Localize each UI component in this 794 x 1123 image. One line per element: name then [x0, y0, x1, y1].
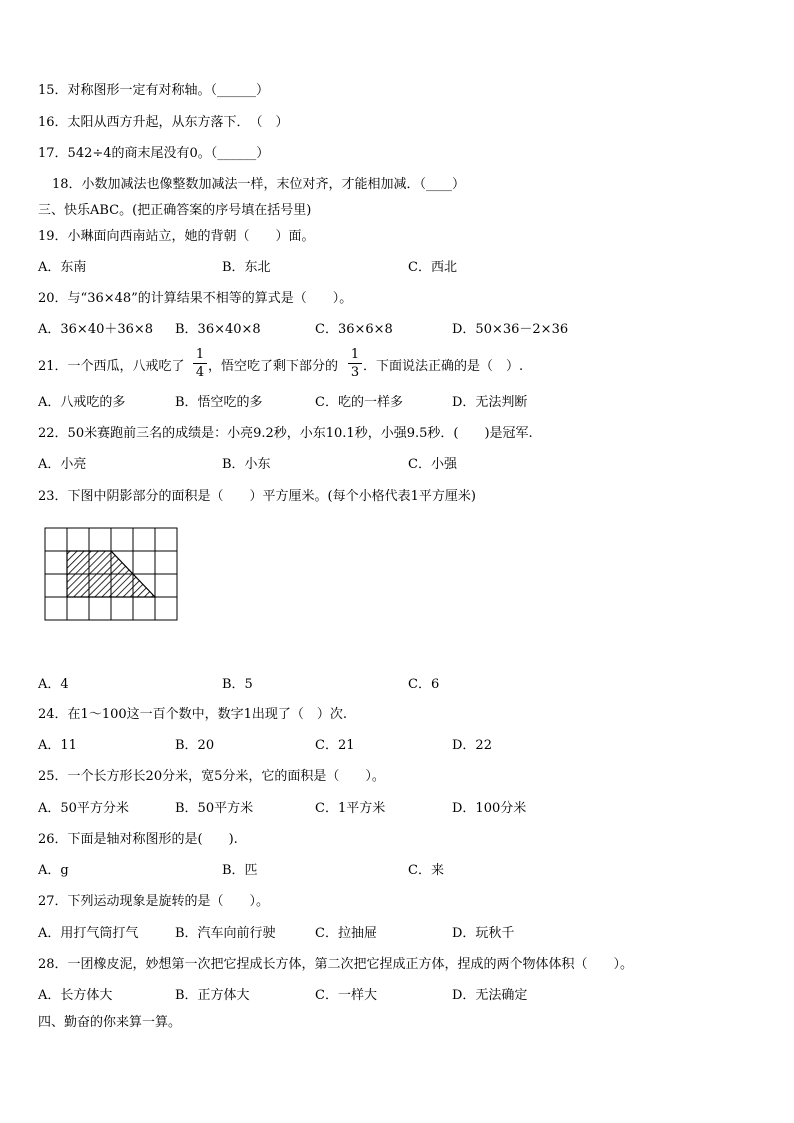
- q28-option-a: A．长方体大: [38, 988, 113, 1003]
- q25-option-d: D．100分米: [452, 801, 527, 816]
- q23-option-c: C．6: [408, 677, 440, 692]
- q20-option-b: B．36×40×8: [175, 322, 261, 337]
- question-18: 18．小数加减法也像整数加减法一样，末位对齐，才能相加减．（____）: [52, 177, 466, 192]
- question-27: 27．下列运动现象是旋转的是（ ）。: [38, 894, 270, 909]
- q27-option-c: C．拉抽屉: [315, 926, 377, 941]
- q26-option-b: B．匹: [222, 863, 258, 878]
- fraction-denominator: 4: [195, 365, 205, 380]
- q26-option-a: A．g: [38, 863, 69, 878]
- question-25: 25．一个长方形长20分米，宽5分米，它的面积是（ ）。: [38, 769, 385, 784]
- question-22: 22．50米赛跑前三名的成绩是：小亮9.2秒，小东10.1秒，小强9.5秒．( )是冠军.: [38, 426, 533, 441]
- q28-option-c: C．一样大: [315, 988, 377, 1003]
- fraction-numerator: 1: [195, 347, 205, 362]
- q25-option-a: A．50平方分米: [38, 801, 129, 816]
- q27-option-b: B．汽车向前行驶: [175, 926, 276, 941]
- fraction-one-third: [348, 347, 362, 380]
- section-4-heading: 四、勤奋的你来算一算。: [38, 1015, 182, 1030]
- question-21-part-a: 21．一个西瓜，八戒吃了: [38, 359, 185, 374]
- q21-option-c: C．吃的一样多: [315, 395, 403, 410]
- q24-option-b: B．20: [175, 738, 215, 753]
- q26-option-c: C．来: [408, 863, 444, 878]
- shaded-grid-figure: [44, 527, 178, 623]
- fraction-denominator: 3: [350, 365, 360, 380]
- q20-option-c: C．36×6×8: [315, 322, 393, 337]
- q21-option-b: B．悟空吃的多: [175, 395, 263, 410]
- fraction-numerator: 1: [350, 347, 360, 362]
- question-19: 19．小琳面向西南站立，她的背朝（ ）面。: [38, 229, 315, 244]
- q24-option-a: A．11: [38, 738, 77, 753]
- q25-option-c: C．1平方米: [315, 801, 386, 816]
- q22-option-b: B．小东: [222, 457, 271, 472]
- q19-option-b: B．东北: [222, 260, 271, 275]
- question-26: 26．下面是轴对称图形的是( ).: [38, 832, 238, 847]
- q22-option-c: C．小强: [408, 457, 457, 472]
- q21-option-d: D．无法判断: [452, 395, 528, 410]
- question-21-part-b: ，悟空吃了剩下部分的: [208, 359, 339, 374]
- question-21-part-c: ．下面说法正确的是（ ）.: [363, 359, 524, 374]
- q19-option-a: A．东南: [38, 260, 87, 275]
- q20-option-d: D．50×36－2×36: [452, 322, 569, 337]
- question-15: 15．对称图形一定有对称轴。（______）: [38, 83, 270, 98]
- question-16: 16．太阳从西方升起，从东方落下． （ ）: [38, 115, 289, 130]
- question-20: 20．与“36×48”的计算结果不相等的算式是（ ）。: [38, 291, 353, 306]
- q24-option-d: D．22: [452, 738, 492, 753]
- q27-option-a: A．用打气筒打气: [38, 926, 139, 941]
- question-23: 23．下图中阴影部分的面积是（ ）平方厘米。(每个小格代表1平方厘米): [38, 489, 476, 504]
- question-17: 17．542÷4的商末尾没有0。（______）: [38, 146, 270, 161]
- q23-option-b: B．5: [222, 677, 253, 692]
- q28-option-d: D．无法确定: [452, 988, 528, 1003]
- section-3-heading: 三、快乐ABC。(把正确答案的序号填在括号里): [38, 203, 312, 218]
- q27-option-d: D．玩秋千: [452, 926, 515, 941]
- q23-option-a: A．4: [38, 677, 69, 692]
- fraction-one-quarter: [193, 347, 207, 380]
- q25-option-b: B．50平方米: [175, 801, 254, 816]
- q24-option-c: C．21: [315, 738, 355, 753]
- q19-option-c: C．西北: [408, 260, 457, 275]
- q21-option-a: A．八戒吃的多: [38, 395, 126, 410]
- q28-option-b: B．正方体大: [175, 988, 250, 1003]
- question-24: 24．在1～100这一百个数中，数字1出现了（ ）次.: [38, 707, 348, 722]
- q20-option-a: A．36×40＋36×8: [38, 322, 154, 337]
- question-28: 28．一团橡皮泥，妙想第一次把它捏成长方体，第二次把它捏成正方体，捏成的两个物体体积（ ）。: [38, 957, 634, 972]
- q22-option-a: A．小亮: [38, 457, 87, 472]
